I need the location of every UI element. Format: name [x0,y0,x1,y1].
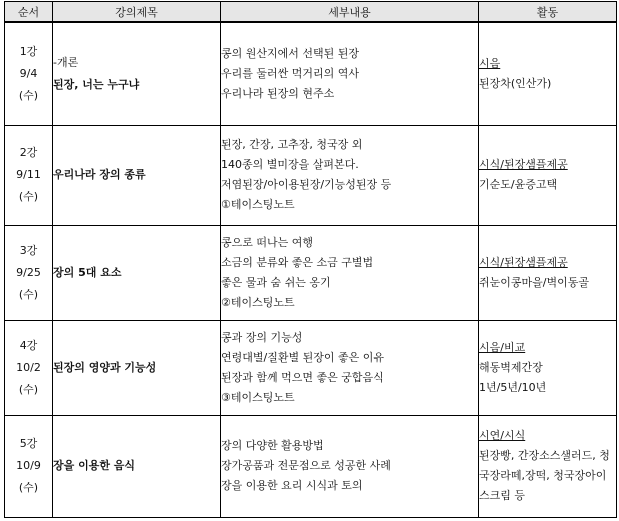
activity-item: 1년/5년/10년 [479,380,547,394]
lecture-day: (수) [18,382,39,396]
header-row [5,2,617,23]
activity-item: 된장빵, 간장소스샐러드, 청국장라떼,장떡, 청국장아이스크림 등 [479,449,610,502]
table-row [5,125,617,225]
lecture-number: 1강 [19,44,38,58]
detail-line: ②테이스팅노트 [221,295,295,309]
activity-type: 시음/비교 [479,340,526,354]
lecture-date: 9/11 [16,168,41,181]
detail-line: 140종의 별미장을 살펴본다. [221,158,359,171]
detail-line: 소금의 분류와 좋은 소금 구별법 [221,255,374,269]
detail-line: 콩과 장의 기능성 [221,330,303,344]
activity-item: 된장차(인산가) [479,76,552,90]
activity-cell [479,225,617,320]
activity-type: 시식/된장샘플제공 [479,255,568,269]
lecture-title: 된장, 너는 누구냐 [53,77,140,91]
lecture-title: 우리나라 장의 종류 [53,168,146,181]
detail-cell [221,125,479,225]
activity-cell [479,415,617,517]
order-cell [5,415,53,517]
title-cell [53,22,221,125]
header-activity: 활동 [479,2,617,23]
detail-line: 콩의 원산지에서 선택된 된장 [221,46,360,60]
detail-cell [221,22,479,125]
lecture-title: 장의 5대 요소 [53,265,122,279]
detail-line: 된장, 간장, 고추장, 청국장 외 [221,138,363,151]
lecture-day: (수) [18,481,39,494]
order-cell [5,125,53,225]
lecture-schedule-table [4,1,617,518]
activity-item: 쥐눈이콩마을/벽이동골 [479,275,589,289]
order-cell [5,225,53,320]
activity-type: 시음 [479,56,501,70]
title-cell [53,415,221,517]
lecture-date: 9/4 [19,66,38,80]
lecture-title: 된장의 영양과 기능성 [53,360,157,374]
lecture-number: 5강 [19,437,38,450]
detail-cell [221,320,479,415]
lecture-date: 10/2 [16,360,41,374]
detail-line: 우리를 둘러싼 먹거리의 역사 [221,66,360,80]
activity-cell [479,125,617,225]
lecture-day: (수) [18,88,39,102]
detail-cell [221,225,479,320]
detail-line: 장의 다양한 활용방법 [221,439,324,452]
title-cell [53,225,221,320]
activity-type: 시연/시식 [479,429,526,442]
title-prefix: -개론 [53,55,79,69]
detail-line: 좋은 물과 숨 쉬는 옹기 [221,275,331,289]
header-detail: 세부내용 [221,2,479,23]
activity-item: 기순도/윤증고택 [479,178,558,191]
order-cell [5,22,53,125]
detail-line: ③테이스팅노트 [221,390,295,404]
header-title: 강의제목 [53,2,221,23]
table-row [5,415,617,517]
order-cell [5,320,53,415]
detail-line: 연령대별/질환별 된장이 좋은 이유 [221,350,384,364]
lecture-date: 9/25 [16,265,41,279]
activity-cell [479,320,617,415]
lecture-number: 4강 [19,338,38,352]
detail-line: 콩으로 떠나는 여행 [221,235,314,249]
lecture-day: (수) [18,287,39,301]
table-row [5,320,617,415]
detail-line: ①테이스팅노트 [221,198,295,211]
lecture-date: 10/9 [16,459,41,472]
lecture-title: 장을 이용한 음식 [53,459,136,472]
detail-line: 장을 이용한 요리 시식과 토의 [221,479,363,492]
activity-type: 시식/된장샘플제공 [479,158,568,171]
title-cell [53,125,221,225]
detail-line: 장가공품과 전문점으로 성공한 사례 [221,459,391,472]
detail-line: 우리나라 된장의 현주소 [221,86,335,100]
lecture-number: 3강 [19,243,38,257]
table-row [5,225,617,320]
table-row [5,22,617,125]
title-cell [53,320,221,415]
lecture-number: 2강 [19,146,38,159]
detail-line: 된장과 함께 먹으면 좋은 궁합음식 [221,370,384,384]
activity-item: 해동벽제간장 [479,360,543,374]
header-order: 순서 [5,2,53,23]
detail-line: 저염된장/아이용된장/기능성된장 등 [221,178,392,191]
detail-cell [221,415,479,517]
lecture-day: (수) [18,190,39,203]
activity-cell [479,22,617,125]
